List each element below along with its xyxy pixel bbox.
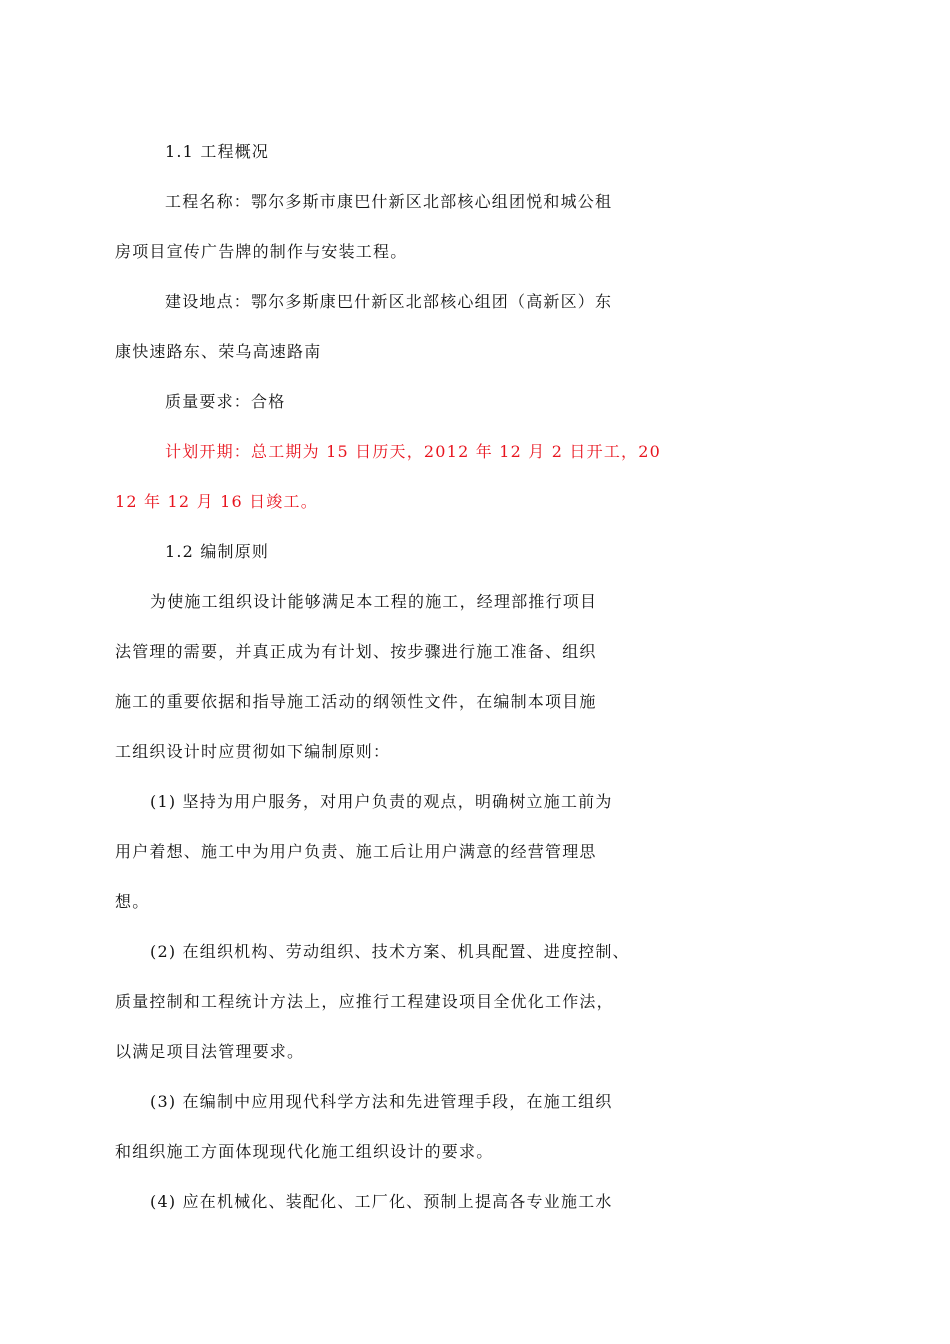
principle-1-line-3: 想。 <box>115 892 150 911</box>
principle-intro-line-3: 施工的重要依据和指导施工活动的纲领性文件，在编制本项目施 <box>115 692 597 711</box>
principle-2-line-3: 以满足项目法管理要求。 <box>115 1042 305 1061</box>
principle-2-line-1: (2) 在组织机构、劳动组织、技术方案、机具配置、进度控制、 <box>150 942 630 961</box>
principle-4-line-1: (4) 应在机械化、装配化、工厂化、预制上提高各专业施工水 <box>150 1192 613 1211</box>
project-name-line-1: 工程名称：鄂尔多斯市康巴什新区北部核心组团悦和城公租 <box>165 192 613 211</box>
principle-2-line-2: 质量控制和工程统计方法上，应推行工程建设项目全优化工作法， <box>115 992 614 1011</box>
section-heading-1-1: 1.1 工程概况 <box>165 142 270 161</box>
site-location-line-1: 建设地点：鄂尔多斯康巴什新区北部核心组团（高新区）东 <box>165 292 613 311</box>
planned-schedule-line-1: 计划开期：总工期为 15 日历天，2012 年 12 月 2 日开工，20 <box>165 442 661 461</box>
principle-1-line-2: 用户着想、施工中为用户负责、施工后让用户满意的经营管理思 <box>115 842 597 861</box>
principle-intro-line-4: 工组织设计时应贯彻如下编制原则： <box>115 742 391 761</box>
principle-3-line-1: (3) 在编制中应用现代科学方法和先进管理手段，在施工组织 <box>150 1092 613 1111</box>
project-name-line-2: 房项目宣传广告牌的制作与安装工程。 <box>115 242 408 261</box>
planned-schedule-line-2: 12 年 12 月 16 日竣工。 <box>115 492 318 511</box>
principle-1-line-1: (1) 坚持为用户服务，对用户负责的观点，明确树立施工前为 <box>150 792 613 811</box>
site-location-line-2: 康快速路东、荣乌高速路南 <box>115 342 322 361</box>
principle-intro-line-1: 为使施工组织设计能够满足本工程的施工，经理部推行项目 <box>150 592 598 611</box>
principle-3-line-2: 和组织施工方面体现现代化施工组织设计的要求。 <box>115 1142 494 1161</box>
section-heading-1-2: 1.2 编制原则 <box>165 542 270 561</box>
quality-requirement: 质量要求：合格 <box>165 392 286 411</box>
principle-intro-line-2: 法管理的需要，并真正成为有计划、按步骤进行施工准备、组织 <box>115 642 597 661</box>
